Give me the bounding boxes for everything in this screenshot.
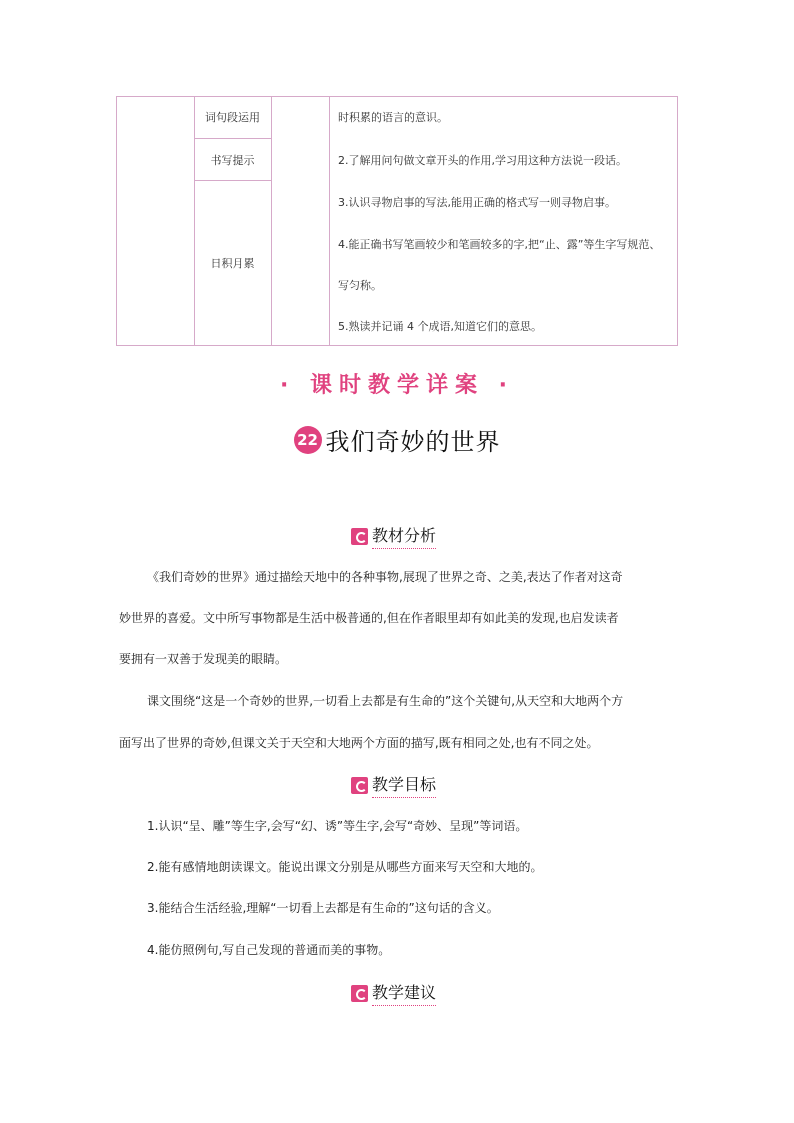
goal-item: 4.能仿照例句,写自己发现的普通而美的事物。 [147,943,391,957]
table-line: 5.熟读并记诵 4 个成语,知道它们的意思。 [338,320,542,333]
lesson-number-badge: 22 [294,426,322,454]
objectives-table [116,96,678,346]
table-line: 3.认识寻物启事的写法,能用正确的格式写一则寻物启事。 [338,196,616,209]
goal-item: 2.能有感情地朗读课文。能说出课文分别是从哪些方面来写天空和大地的。 [147,860,543,874]
table-line: 写匀称。 [338,279,382,292]
table-line: 时积累的语言的意识。 [338,111,448,124]
analysis-line: 面写出了世界的奇妙,但课文关于天空和大地两个方面的描写,既有相同之处,也有不同之处。 [119,736,599,750]
table-line: 4.能正确书写笔画较少和笔画较多的字,把“止、露”等生字写规范、 [338,238,661,251]
analysis-line: 课文围绕“这是一个奇妙的世界,一切看上去都是有生命的”这个关键句,从天空和大地两个方 [147,694,624,708]
goals-heading [351,772,436,798]
section-title: · 课时教学详案 · [279,373,515,398]
suggest-heading-text: 教学建议 [372,980,436,1006]
table-line: 2.了解用问句做文章开头的作用,学习用这种方法说一段话。 [338,154,627,167]
section-marker-icon [351,777,368,794]
analysis-line: 《我们奇妙的世界》通过描绘天地中的各种事物,展现了世界之奇、之美,表达了作者对这奇 [147,570,623,584]
analysis-line: 妙世界的喜爱。文中所写事物都是生活中极普通的,但在作者眼里却有如此美的发现,也启发读者 [119,611,619,625]
table-divider [329,97,330,345]
table-label-writing-tips: 书写提示 [210,154,255,167]
goals-heading-text: 教学目标 [372,772,436,798]
suggest-heading [351,980,436,1006]
analysis-line: 要拥有一双善于发现美的眼睛。 [119,652,288,666]
analysis-heading-text: 教材分析 [372,523,436,549]
table-divider [271,97,272,345]
lesson-title-text: 我们奇妙的世界 [325,428,501,456]
table-divider [194,180,271,181]
lesson-title [0,422,794,457]
section-marker-icon [351,985,368,1002]
goal-item: 1.认识“呈、雕”等生字,会写“幻、诱”等生字,会写“奇妙、呈现”等词语。 [147,819,528,833]
table-label-sentence-use: 词句段运用 [205,111,260,124]
table-label-daily-accumulation: 日积月累 [210,257,255,270]
goal-item: 3.能结合生活经验,理解“一切看上去都是有生命的”这句话的含义。 [147,901,499,915]
section-marker-icon [351,528,368,545]
table-divider [194,138,271,139]
analysis-heading [351,523,436,549]
table-divider [194,97,195,345]
